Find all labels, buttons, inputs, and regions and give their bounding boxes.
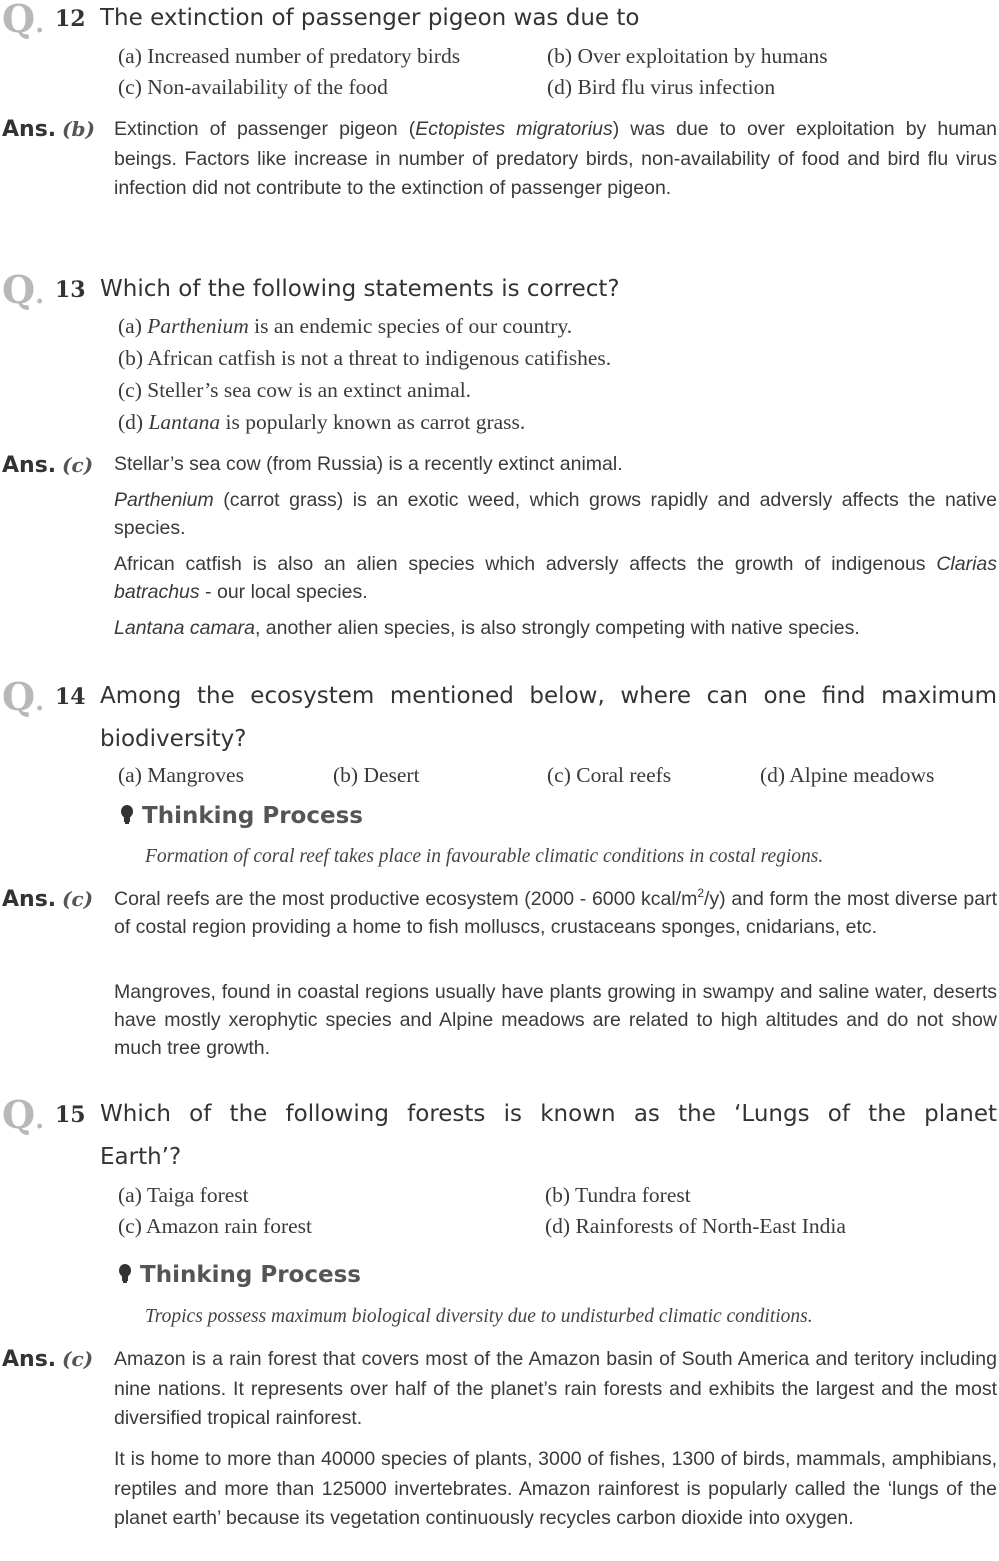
question-text-line-2: biodiversity? xyxy=(100,726,247,752)
question-marker-letter: Q xyxy=(2,674,36,719)
superscript: 2 xyxy=(697,886,705,900)
answer-paragraph-3 xyxy=(114,550,997,606)
answer-paragraph-2: Mangroves, found in coastal regions usually have plants growing in swampy and saline water, deserts have mostly xerophytic species and Alpine meadows are related to high altitudes and do not show much tree growth. xyxy=(114,981,997,1059)
option-d: (d) Alpine meadows xyxy=(760,763,935,787)
option-a: (a) Increased number of predatory birds xyxy=(118,44,461,68)
question-text-line-1: Which of the following forests is known as the ‘Lungs of the planet xyxy=(100,1101,997,1127)
question-text: Which of the following statements is correct? xyxy=(100,276,620,302)
question-marker xyxy=(2,0,45,41)
question-text-line-2: Earth’? xyxy=(100,1144,182,1170)
option-label: (a) xyxy=(118,314,148,338)
option-a: (a) Taiga forest xyxy=(118,1183,249,1207)
option-b: (b) African catfish is not a threat to indigenous catifishes. xyxy=(118,346,612,370)
question-marker xyxy=(2,674,45,719)
answer-label: Ans. xyxy=(2,453,57,478)
answer-paragraph-1: Amazon is a rain forest that covers most of the Amazon basin of South America and teritory including nine nations. It represents over half of the planet’s rain forests and exhibits the largest and the most diversified tropical rainforest. xyxy=(114,1348,997,1429)
option-text: is popularly known as carrot grass. xyxy=(220,410,526,434)
question-number: 14 xyxy=(55,684,86,710)
option-c: (c) Steller’s sea cow is an extinct animal. xyxy=(118,378,472,402)
thinking-process-title: Thinking Process xyxy=(142,803,363,829)
answer-letter: (b) xyxy=(62,117,95,141)
answer-text: - our local species. xyxy=(199,581,368,603)
question-text-line-1: Among the ecosystem mentioned below, where can one find maximum xyxy=(100,683,997,709)
question-text: The extinction of passenger pigeon was due to xyxy=(100,5,640,31)
species-name: Clarias batrachus xyxy=(114,553,997,603)
species-name: Parthenium xyxy=(147,314,249,338)
option-label: (d) xyxy=(118,410,149,434)
answer-text: Extinction of passenger pigeon ( xyxy=(114,118,416,140)
answer-text: /y) and form the most diverse part of costal region providing a home to fish molluscs, crustaceans sponges, cnidarians, etc. xyxy=(114,888,997,938)
question-marker xyxy=(2,267,45,312)
answer-label: Ans. xyxy=(2,1347,57,1372)
species-name: Parthenium xyxy=(114,489,214,511)
option-d: (d) Rainforests of North-East India xyxy=(545,1214,846,1238)
species-name: Ectopistes migratorius xyxy=(415,118,613,140)
answer-paragraph-2 xyxy=(114,486,997,542)
answer-text: , another alien species, is also strongly competing with native species. xyxy=(254,617,860,639)
thinking-process-heading xyxy=(118,1262,361,1288)
answer-text: Coral reefs are the most productive ecosystem (2000 - 6000 kcal/m xyxy=(114,888,698,910)
answer-letter: (c) xyxy=(62,453,94,477)
thinking-process-text: Tropics possess maximum biological diversity due to undisturbed climatic conditions. xyxy=(145,1306,813,1327)
option-b: (b) Desert xyxy=(333,763,420,787)
lightbulb-icon xyxy=(120,805,134,825)
species-name: Lantana xyxy=(148,410,221,434)
answer-label: Ans. xyxy=(2,887,57,912)
option-a: (a) Mangroves xyxy=(118,763,244,787)
question-marker-dot: . xyxy=(35,9,45,39)
question-marker-letter: Q xyxy=(2,0,36,41)
answer-paragraph-2: It is home to more than 40000 species of plants, 3000 of fishes, 1300 of birds, mammals, amphibians, reptiles and more than 125000 invertebrates. Amazon rainforest is popularly called the ‘lungs of the planet earth’ because its vegetation continuously recycles carbon dioxide into oxygen. xyxy=(114,1448,997,1529)
thinking-process-heading xyxy=(120,803,363,829)
answer-paragraph-1 xyxy=(114,885,997,941)
question-marker-dot: . xyxy=(35,280,45,310)
answer-text: (carrot grass) is an exotic weed, which grows rapidly and adversly affects the native species. xyxy=(114,489,997,539)
question-marker-letter: Q xyxy=(2,267,36,312)
question-number: 15 xyxy=(55,1102,86,1128)
answer-paragraph-4 xyxy=(114,614,997,644)
option-b: (b) Over exploitation by humans xyxy=(547,44,828,68)
answer-letter: (c) xyxy=(62,887,94,911)
option-a xyxy=(118,314,572,339)
answer-text: ) was due to over exploitation by human beings. Factors like increase in number of predatory birds, non-availability of food and bird flu virus infection did not contribute to the extinction of passenger pigeon. xyxy=(114,118,997,199)
question-marker-dot: . xyxy=(35,687,45,717)
thinking-process-title: Thinking Process xyxy=(140,1262,361,1288)
option-c: (c) Amazon rain forest xyxy=(118,1214,313,1238)
question-marker-dot: . xyxy=(35,1105,45,1135)
question-number: 13 xyxy=(55,277,86,303)
question-marker-letter: Q xyxy=(2,1092,36,1137)
option-d xyxy=(118,410,525,435)
species-name: Lantana camara xyxy=(114,617,255,639)
answer-letter: (c) xyxy=(62,1347,94,1371)
answer-paragraph xyxy=(114,115,997,204)
answer-text: African catfish is also an alien species which adversly affects the growth of indigenous xyxy=(114,553,937,575)
question-marker xyxy=(2,1092,45,1137)
thinking-process-text: Formation of coral reef takes place in favourable climatic conditions in costal regions. xyxy=(145,846,824,867)
answer-paragraph-1: Stellar’s sea cow (from Russia) is a recently extinct animal. xyxy=(114,453,623,475)
option-b: (b) Tundra forest xyxy=(545,1183,691,1207)
lightbulb-icon xyxy=(118,1264,132,1284)
option-d: (d) Bird flu virus infection xyxy=(547,75,776,99)
option-text: is an endemic species of our country. xyxy=(248,314,573,338)
option-c: (c) Coral reefs xyxy=(547,763,672,787)
option-c: (c) Non-availability of the food xyxy=(118,75,388,99)
question-number: 12 xyxy=(55,6,86,32)
answer-label: Ans. xyxy=(2,117,57,142)
